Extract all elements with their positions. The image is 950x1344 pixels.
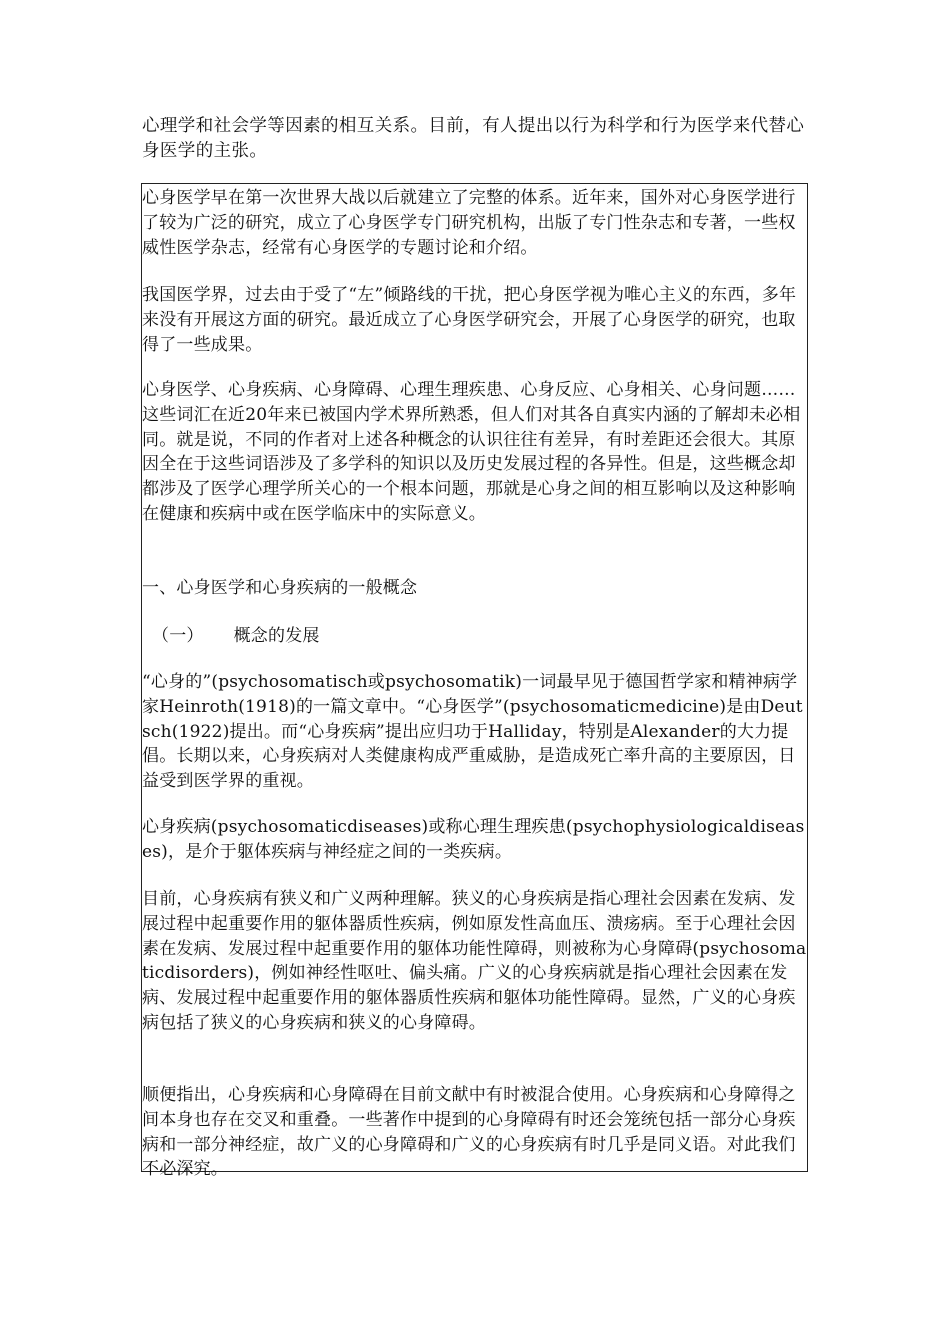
intro-paragraph: 心理学和社会学等因素的相互关系。目前，有人提出以行为科学和行为医学来代替心身医学的主张。 [142, 116, 805, 161]
paragraph-history: 心身医学早在第一次世界大战以后就建立了完整的体系。近年来，国外对心身医学进行了较为广泛的研究，成立了心身医学专门研究机构，出版了专门性杂志和专著，一些权威性医学杂志，经常有心身医学的专题讨论和介绍。 [142, 188, 796, 258]
paragraph-terminology: 心身医学、心身疾病、心身障碍、心理生理疾患、心身反应、心身相关、心身问题……这些词汇在近20年来已被国内学术界所熟悉，但人们对其各自真实内涵的了解却未必相同。就是说，不同的作者对上述各种概念的认识往往有差异，有时差距还会很大。其原因全在于这些词语涉及了多学科的知识以及历史发展过程的各异性。但是，这些概念却都涉及了医学心理学所关心的一个根本问题，那就是心身之间的相互影响以及这种影响在健康和疾病中或在医学临床中的实际意义。 [142, 380, 801, 524]
paragraph-origin: “心身的”(psychosomatisch或psychosomatik)一词最早见于德国哲学家和精神病学家Heinroth(1918)的一篇文章中。“心身医学”(psychosomaticmedicine)是由Deutsch(1922)提出。而“心身疾病”提出应归功于Halliday，特别是Alexander的大力提倡。长期以来，心身疾病对人类健康构成严重威胁，是造成死亡率升高的主要原因，日益受到医学界的重视。 [142, 672, 803, 792]
section-heading: 一、心身医学和心身疾病的一般概念 [142, 578, 418, 598]
sub-heading-title: 概念的发展 [233, 626, 320, 646]
paragraph-note: 顺便指出，心身疾病和心身障碍在目前文献中有时被混合使用。心身疾病和心身障得之间本身也存在交叉和重叠。一些著作中提到的心身障碍有时还会笼统包括一部分心身疾病和一部分神经症，故广义的心身障碍和广义的心身疾病有时几乎是同义语。对此我们不必深究。 [142, 1085, 796, 1180]
paragraph-definition: 心身疾病(psychosomaticdiseases)或称心理生理疾患(psychophysiologicaldiseases)，是介于躯体疾病与神经症之间的一类疾病。 [142, 817, 805, 862]
sub-heading-number: （一） [152, 626, 204, 646]
paragraph-china: 我国医学界，过去由于受了“左”倾路线的干扰，把心身医学视为唯心主义的东西，多年来没有开展这方面的研究。最近成立了心身医学研究会，开展了心身医学的研究，也取得了一些成果。 [142, 285, 797, 355]
sub-heading [142, 624, 810, 649]
paragraph-narrow-broad: 目前，心身疾病有狭义和广义两种理解。狭义的心身疾病是指心理社会因素在发病、发展过程中起重要作用的躯体器质性疾病，例如原发性高血压、溃疡病。至于心理社会因素在发病、发展过程中起重要作用的躯体功能性障碍，则被称为心身障碍(psychosomaticdisorders)，例如神经性呕吐、偏头痛。广义的心身疾病就是指心理社会因素在发病、发展过程中起重要作用的躯体器质性疾病和躯体功能性障碍。显然，广义的心身疾病包括了狭义的心身疾病和狭义的心身障碍。 [142, 889, 807, 1033]
